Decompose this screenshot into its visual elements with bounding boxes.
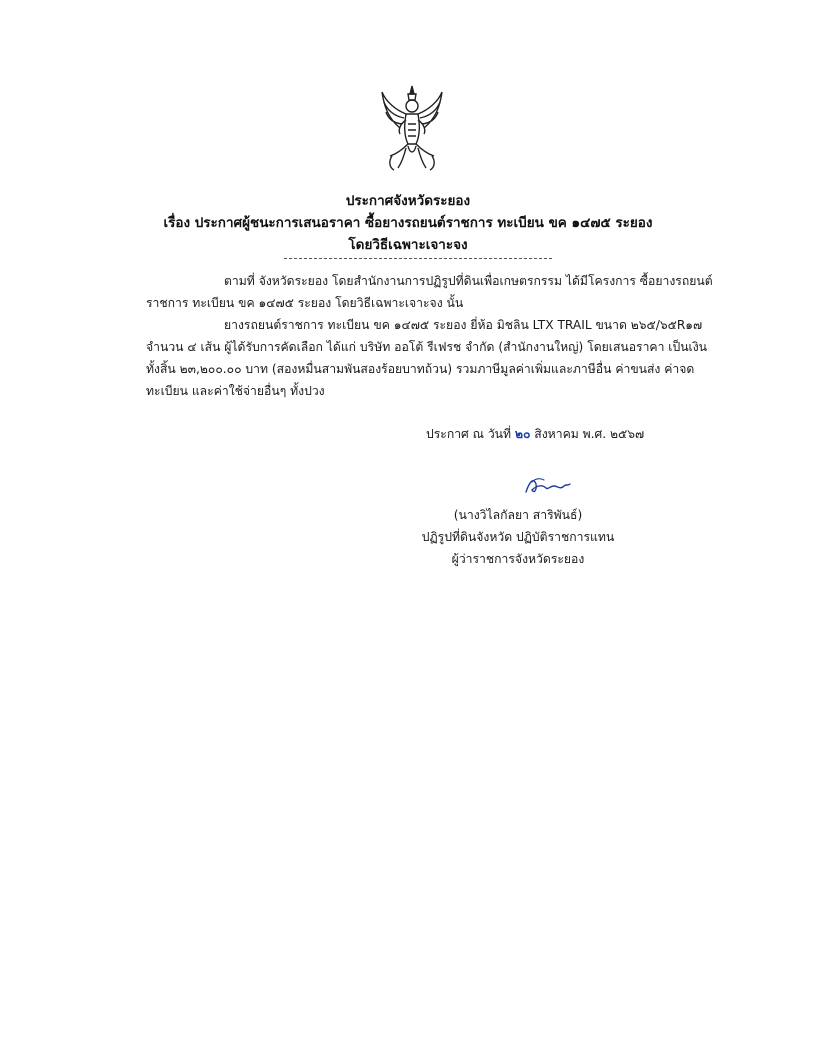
signatory-name: (นางวิไลกัลยา สาริพันธ์) bbox=[453, 508, 583, 522]
body-paragraph-2-line-4: ทะเบียน และค่าใช้จ่ายอื่นๆ ทั้งปวง bbox=[146, 384, 325, 398]
body-paragraph-2-line-1: ยางรถยนต์ราชการ ทะเบียน ขค ๑๔๗๕ ระยอง ยี่ห้อ มิชลิน LTX TRAIL ขนาด ๒๖๕/๖๕R๑๗ bbox=[224, 318, 703, 332]
announcement-subject: เรื่อง ประกาศผู้ชนะการเสนอราคา ซื้อยางรถยนต์ราชการ ทะเบียน ขค ๑๔๗๕ ระยอง bbox=[163, 215, 653, 231]
body-paragraph-2-line-3: ทั้งสิ้น ๒๓,๒๐๐.๐๐ บาท (สองหมื่นสามพันสองร้อยบาทถ้วน) รวมภาษีมูลค่าเพิ่มและภาษีอื่น ค่าขนส่ง ค่าจด bbox=[146, 362, 695, 376]
body-paragraph-1-line-1: ตามที่ จังหวัดระยอง โดยสำนักงานการปฏิรูปที่ดินเพื่อเกษตรกรรม ได้มีโครงการ ซื้อยางรถยนต์ bbox=[224, 274, 713, 288]
garuda-emblem-icon bbox=[378, 84, 446, 176]
body-paragraph-2-line-2: จำนวน ๔ เส้น ผู้ได้รับการคัดเลือก ได้แก่ บริษัท ออโต้ รีเฟรช จำกัด (สำนักงานใหญ่) โดยเสนอราคา เป็นเงิน bbox=[146, 340, 707, 354]
signatory-position-2: ผู้ว่าราชการจังหวัดระยอง bbox=[451, 552, 585, 566]
date-prefix: ประกาศ ณ วันที่ bbox=[426, 427, 512, 441]
body-paragraph-1-line-2: ราชการ ทะเบียน ขค ๑๔๗๕ ระยอง โดยวิธีเฉพาะเจาะจง นั้น bbox=[146, 296, 464, 310]
signatory-position-1: ปฏิรูปที่ดินจังหวัด ปฏิบัติราชการแทน bbox=[421, 530, 615, 544]
announcement-date bbox=[426, 425, 644, 444]
handwritten-signature bbox=[522, 474, 572, 498]
announcement-method: โดยวิธีเฉพาะเจาะจง bbox=[348, 237, 468, 253]
announcement-title: ประกาศจังหวัดระยอง bbox=[345, 193, 471, 209]
date-day: ๒๐ bbox=[514, 427, 531, 441]
header-divider bbox=[284, 258, 552, 259]
date-suffix: สิงหาคม พ.ศ. ๒๕๖๗ bbox=[534, 427, 645, 441]
